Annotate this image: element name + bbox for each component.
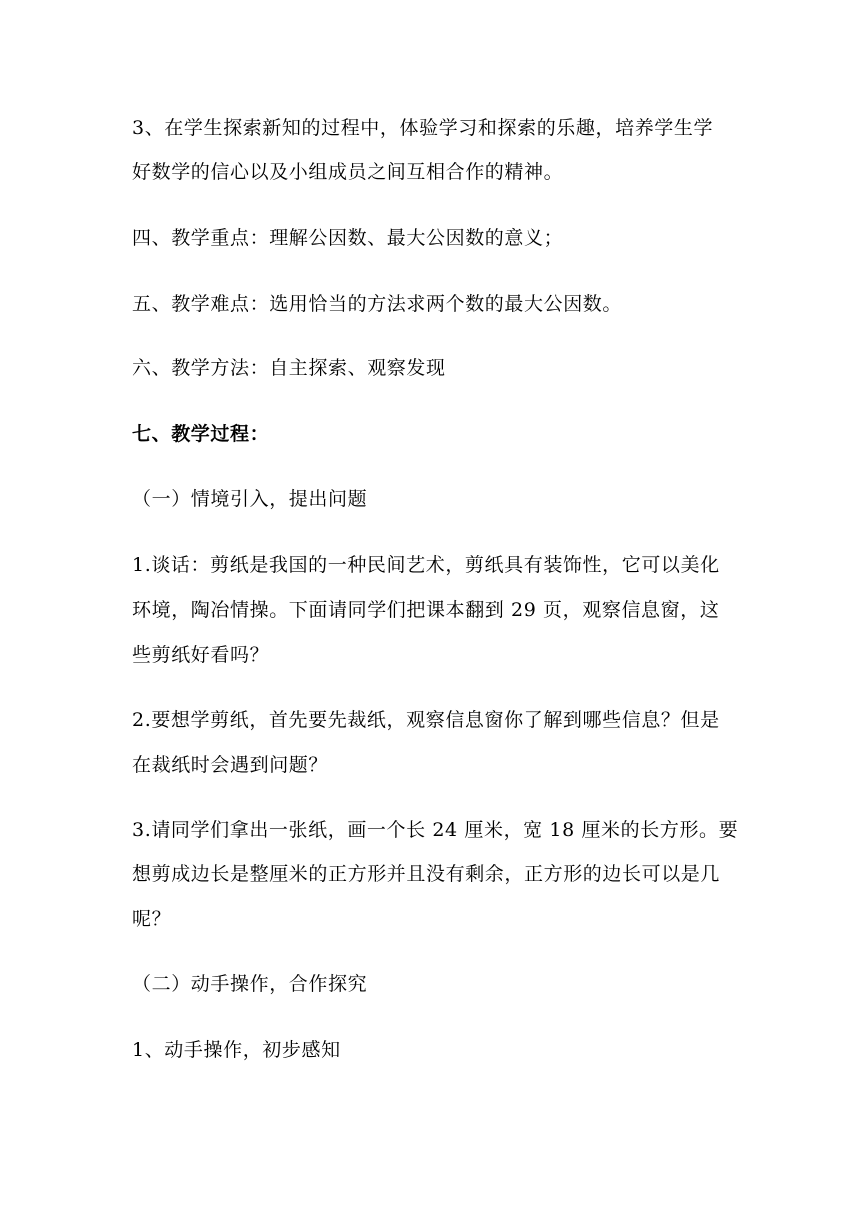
step-1-line-1: 1.谈话：剪纸是我国的一种民间艺术，剪纸具有装饰性，它可以美化 — [132, 554, 720, 576]
step-3-line-2: 想剪成边长是整厘米的正方形并且没有剩余，正方形的边长可以是几 — [132, 863, 721, 885]
section-heading-teaching-process: 七、教学过程： — [132, 423, 270, 445]
teaching-difficulty: 五、教学难点：选用恰当的方法求两个数的最大公因数。 — [132, 293, 623, 315]
objective-3-line-1: 3、在学生探索新知的过程中，体验学习和探索的乐趣，培养学生学 — [132, 117, 714, 139]
teaching-focus: 四、教学重点：理解公因数、最大公因数的意义； — [132, 227, 564, 249]
step-1-line-3: 些剪纸好看吗？ — [132, 644, 270, 666]
step-2-line-2: 在裁纸时会遇到问题？ — [132, 754, 329, 776]
step-3-line-1: 3.请同学们拿出一张纸，画一个长 24 厘米，宽 18 厘米的长方形。要 — [132, 819, 739, 841]
subsection-2-item-1: 1、动手操作，初步感知 — [132, 1039, 341, 1061]
step-2-line-1: 2.要想学剪纸，首先要先裁纸，观察信息窗你了解到哪些信息？但是 — [132, 709, 720, 731]
step-3-line-3: 呢？ — [132, 908, 172, 930]
teaching-method: 六、教学方法：自主探索、观察发现 — [132, 357, 446, 379]
subsection-heading-1: （一）情境引入，提出问题 — [132, 488, 368, 510]
objective-3-line-2: 好数学的信心以及小组成员之间互相合作的精神。 — [132, 161, 564, 183]
subsection-heading-2: （二）动手操作，合作探究 — [132, 973, 368, 995]
step-1-line-2: 环境，陶冶情操。下面请同学们把课本翻到 29 页，观察信息窗，这 — [132, 599, 720, 621]
